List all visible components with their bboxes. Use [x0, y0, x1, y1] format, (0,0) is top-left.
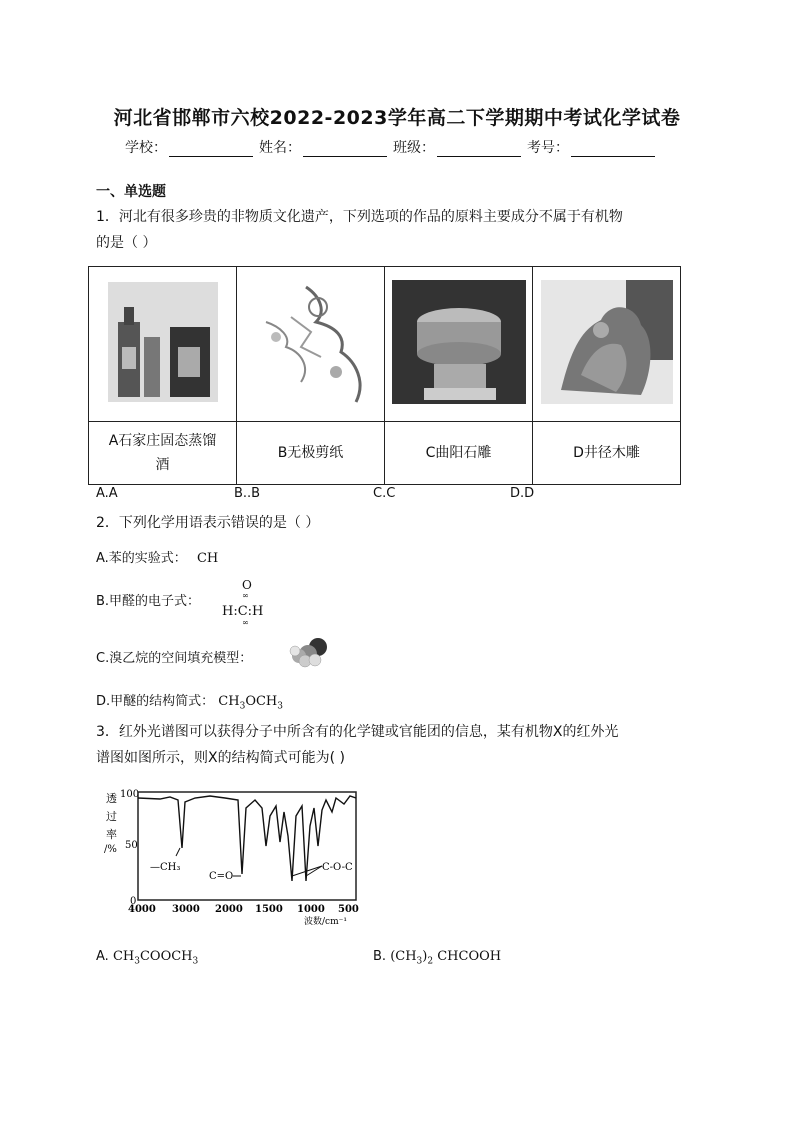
q2-option-b-label: B.甲醛的电子式：: [96, 594, 201, 609]
annotation-ch3: —CH₃: [150, 862, 181, 873]
formaldehyde-electron-formula: [222, 578, 272, 627]
liquor-bottles-image: [108, 282, 218, 402]
name-label: 姓名：: [259, 140, 301, 156]
q2-option-d-label: D.甲醚的结构简式：: [96, 694, 215, 709]
x-tick-500: 500: [338, 904, 359, 915]
image-papercut: [237, 267, 385, 422]
q2-option-c-label: C.溴乙烷的空间填充模型：: [96, 651, 253, 666]
exam-number-label: 考号：: [527, 140, 569, 156]
q3-option-b-formula: $(CH_3)_2$ CHCOOH: [390, 949, 502, 967]
electron-formula-text: H:C:H: [222, 604, 264, 619]
y-tick-50: 50: [125, 840, 138, 851]
x-tick-2000: 2000: [215, 904, 243, 915]
school-blank[interactable]: [169, 140, 253, 157]
image-wood-carving: [533, 267, 681, 422]
q1-option-c[interactable]: C.C: [373, 486, 396, 501]
question-1-stem: [96, 204, 696, 256]
student-info-row: [125, 137, 661, 157]
x-tick-3000: 3000: [172, 904, 200, 915]
question-1-image-table: [88, 266, 681, 485]
caption-b: B无极剪纸: [237, 422, 385, 485]
class-label: 班级：: [393, 140, 435, 156]
ch3-pointer: [176, 848, 180, 856]
caption-d: D井径木雕: [533, 422, 681, 485]
ylabel-char-3: 率: [106, 828, 117, 841]
section-heading: 一、单选题: [96, 184, 166, 200]
question-3-stem: [96, 719, 696, 771]
q2-option-a[interactable]: [96, 547, 218, 566]
papercut-image: [246, 277, 376, 407]
image-liquor: [89, 267, 237, 422]
q2-option-d-formula: $CH_3OCH_3$: [218, 694, 284, 712]
y-tick-100: 100: [120, 789, 140, 800]
question-2-stem: 2．下列化学用语表示错误的是（ ）: [96, 515, 320, 531]
x-tick-1000: 1000: [297, 904, 325, 915]
q2-option-a-label: A.苯的实验式：: [96, 551, 187, 566]
x-tick-1500: 1500: [255, 904, 283, 915]
q3-option-b[interactable]: B. $(CH_3)_2$ CHCOOH: [373, 949, 502, 967]
exam-number-blank[interactable]: [571, 140, 655, 157]
stone-carving-image: [392, 280, 526, 404]
q3-option-a[interactable]: A. $CH_3COOCH_3$: [96, 949, 199, 967]
name-blank[interactable]: [303, 140, 387, 157]
question-1-line-1: 1．河北有很多珍贵的非物质文化遗产，下列选项的作品的原料主要成分不属于有机物: [96, 209, 623, 225]
electron-pair-dots-bottom: ∞: [242, 618, 249, 627]
q1-option-b[interactable]: B..B: [234, 486, 261, 501]
y-tick-0: 0: [130, 896, 137, 907]
ylabel-char-1: 透: [106, 792, 117, 805]
ylabel-char-4: /%: [104, 844, 117, 855]
ylabel-char-2: 过: [106, 810, 117, 823]
q3-option-a-formula: $CH_3COOCH_3$: [112, 949, 199, 967]
xlabel: 波数/cm⁻¹: [304, 917, 347, 926]
page-title: 河北省邯郸市六校2022-2023学年高二下学期期中考试化学试卷: [113, 107, 681, 129]
annotation-coc: C-O-C: [322, 862, 353, 873]
space-filling-model-image: [288, 636, 330, 670]
annotation-co: C=O: [209, 871, 234, 882]
question-3-line-1: 3．红外光谱图可以获得分子中所含有的化学键或官能团的信息，某有机物X的红外光: [96, 724, 619, 740]
electron-pair-dots: ∞: [242, 591, 249, 600]
q1-option-a[interactable]: A.A: [96, 486, 118, 501]
q1-option-d[interactable]: D.D: [510, 486, 535, 501]
q2-option-c[interactable]: [96, 647, 252, 666]
caption-a: A石家庄固态蒸馏酒: [89, 422, 237, 485]
class-blank[interactable]: [437, 140, 521, 157]
ir-spectrum-chart: [100, 786, 368, 926]
wood-carving-image: [541, 280, 673, 404]
q2-option-a-formula: CH: [196, 551, 219, 566]
school-label: 学校：: [125, 140, 167, 156]
question-3-line-2: 谱图如图所示，则X的结构简式可能为( ): [96, 750, 345, 766]
x-tick-4000: 4000: [128, 904, 156, 915]
question-1-line-2: 的是（ ）: [96, 235, 157, 251]
oxygen-atom: O: [242, 578, 252, 592]
q2-option-b[interactable]: [96, 590, 200, 609]
caption-c: C曲阳石雕: [385, 422, 533, 485]
image-stone-carving: [385, 267, 533, 422]
q2-option-d[interactable]: [96, 690, 283, 712]
